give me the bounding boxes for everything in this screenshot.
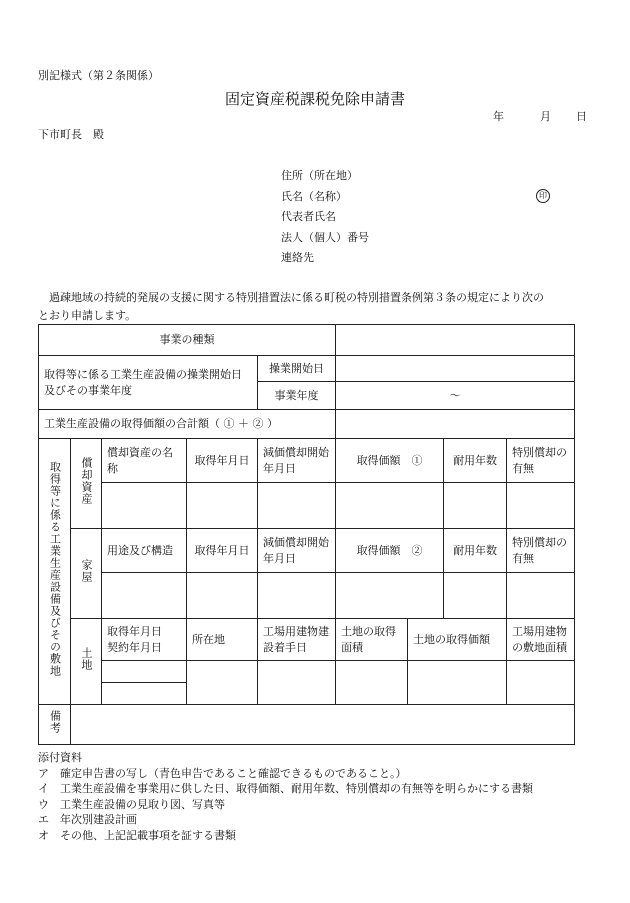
- land-header-price: 土地の取得価額: [408, 619, 507, 661]
- remarks-field[interactable]: [71, 705, 575, 745]
- bld-header-use: 用途及び構造: [102, 529, 187, 573]
- corp-number-label: 法人（個人）番号: [281, 231, 369, 244]
- land-header-construction: 工場用建物建設着手日: [258, 619, 336, 661]
- building-label-cell: [71, 529, 102, 619]
- bld-cell-use[interactable]: [102, 573, 187, 619]
- side-label: 取得等に係る工業生産設備及びその敷地: [48, 461, 62, 677]
- start-date-label: 操業開始日: [258, 356, 336, 382]
- land-cell-contract-date[interactable]: [102, 683, 187, 705]
- side-label-cell: [39, 439, 71, 705]
- land-cell-price[interactable]: [408, 661, 507, 705]
- bld-header-amount: 取得価額 ②: [336, 529, 444, 573]
- intro-line-2: とおり申請します。: [38, 309, 137, 322]
- date-month-label: 月: [540, 110, 551, 123]
- land-cell-site-area[interactable]: [507, 661, 575, 705]
- land-cell-construction[interactable]: [258, 661, 336, 705]
- representative-label: 代表者氏名: [281, 210, 336, 223]
- attachment-item-i: イ 工業生産設備を事業用に供した日、取得価額、耐用年数、特別償却の有無等を明らかにする書類: [38, 782, 533, 795]
- land-cell-area[interactable]: [336, 661, 408, 705]
- name-label: 氏名（名称）: [281, 190, 347, 203]
- land-header-acq-date: 取得年月日: [107, 624, 162, 638]
- address-label: 住所（所在地）: [281, 169, 358, 182]
- depreciable-label-cell: [71, 439, 102, 529]
- business-type-field[interactable]: [336, 325, 575, 356]
- bld-cell-special[interactable]: [507, 573, 575, 619]
- land-cell-acq-date[interactable]: [102, 661, 187, 683]
- seal-icon: 印: [536, 189, 550, 203]
- remarks-label: 備考: [48, 710, 62, 734]
- dep-header-dep-start: 減価償却開始年月日: [258, 439, 336, 483]
- dep-header-name: 償却資産の名称: [102, 439, 187, 483]
- dep-cell-amount[interactable]: [336, 483, 444, 529]
- attachment-item-a: ア 確定申告書の写し（青色申告であること確認できるものであること。）: [38, 766, 407, 780]
- bld-cell-dep-start[interactable]: [258, 573, 336, 619]
- dep-header-special: 特別償却の有無: [507, 439, 575, 483]
- land-header-dates: [102, 619, 187, 661]
- land-label: 土地: [80, 647, 93, 671]
- dep-cell-special[interactable]: [507, 483, 575, 529]
- depreciable-label: 償却資産: [80, 457, 93, 505]
- bld-cell-amount[interactable]: [336, 573, 444, 619]
- business-type-label: 事業の種類: [39, 325, 336, 356]
- attachments-heading: 添付資料: [38, 751, 82, 764]
- bld-header-dep-start: 減価償却開始年月日: [258, 529, 336, 573]
- total-amount-field[interactable]: [336, 410, 575, 439]
- form-reference: 別記様式（第２条関係）: [38, 69, 159, 82]
- dep-cell-dep-start[interactable]: [258, 483, 336, 529]
- attachments: [38, 750, 533, 843]
- dep-cell-name[interactable]: [102, 483, 187, 529]
- fiscal-year-field[interactable]: ～: [336, 382, 575, 410]
- land-header-area: 土地の取得面積: [336, 619, 408, 661]
- land-header-location: 所在地: [187, 619, 258, 661]
- total-amount-label: 工業生産設備の取得価額の合計額（ ① ＋ ② ）: [39, 410, 336, 439]
- acquisition-start-label: 取得等に係る工業生産設備の操業開始日及びその事業年度: [39, 356, 258, 410]
- dep-header-acq-date: 取得年月日: [187, 439, 258, 483]
- dep-header-amount: 取得価額 ①: [336, 439, 444, 483]
- remarks-label-cell: [39, 705, 71, 745]
- dep-header-life: 耐用年数: [444, 439, 507, 483]
- addressee: 下市町長 殿: [38, 128, 104, 141]
- contact-label: 連絡先: [281, 251, 314, 264]
- seal-mark: [536, 188, 550, 203]
- dep-cell-life[interactable]: [444, 483, 507, 529]
- date-day-label: 日: [576, 110, 587, 123]
- bld-cell-acq-date[interactable]: [187, 573, 258, 619]
- attachment-item-o: オ その他、上記記載事項を証する書類: [38, 828, 236, 842]
- bld-header-life: 耐用年数: [444, 529, 507, 573]
- attachment-item-u: ウ 工業生産設備の見取り図、写真等: [38, 797, 225, 811]
- land-label-cell: [71, 619, 102, 705]
- attachment-item-e: エ 年次別建設計画: [38, 813, 137, 826]
- intro-line-1: 過疎地域の持続的発展の支援に関する特別措置法に係る町税の特別措置条例第３条の規定により次の: [38, 291, 544, 304]
- land-header-contract-date: 契約年月日: [107, 640, 162, 654]
- bld-header-acq-date: 取得年月日: [187, 529, 258, 573]
- date-year-label: 年: [493, 110, 504, 123]
- bld-cell-life[interactable]: [444, 573, 507, 619]
- fiscal-year-label: 事業年度: [258, 382, 336, 410]
- start-date-field[interactable]: [336, 356, 575, 382]
- building-label: 家屋: [80, 559, 93, 583]
- bld-header-special: 特別償却の有無: [507, 529, 575, 573]
- application-table: [38, 324, 575, 745]
- dep-cell-acq-date[interactable]: [187, 483, 258, 529]
- land-header-site-area: 工場用建物の敷地面積: [507, 619, 575, 661]
- page-title: 固定資産税課税免除申請書: [224, 90, 405, 108]
- land-cell-location[interactable]: [187, 661, 258, 705]
